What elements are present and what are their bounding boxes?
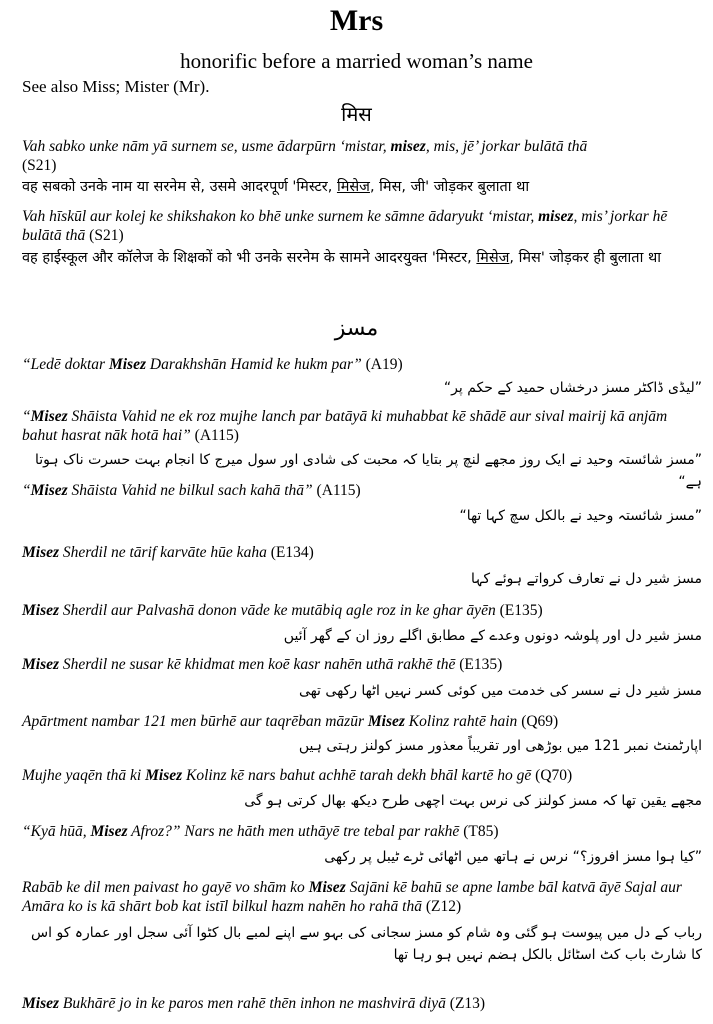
urdu-example-script: ”کیا ہوا مسز افروز؟“ نرس نے ہاتھ میں اٹھائی ٹرے ٹیبل پر رکھی [324,849,702,865]
urdu-example-translit: Misez Sherdil ne susar kē khidmat men koē kasr nahēn uthā rakhē thē (E135) [22,656,503,673]
hindi-example-translit: Vah hīskūl aur kolej ke shikshakon ko bhē unke surnem ke sāmne ādaryukt ‘mistar, misez, mis’ jorkar hē bulātā thā (S21) [22,208,668,244]
hindi-heading: मिस [341,102,372,126]
urdu-example-translit: Mujhe yaqēn thā ki Misez Kolinz kē nars bahut achhē tarah dekh bhāl kartē ho gē (Q70) [22,767,573,784]
urdu-example-translit: Misez Bukhārē jo in ke paros men rahē thēn inhon ne mashvirā diyā (Z13) [22,995,486,1012]
urdu-example-translit: “Misez Shāista Vahid ne ek roz mujhe lanch par batāyā ki muhabbat kē shādē aur sival mairij kā anjām bahut hasrat nāk hotā hai” (A115) [22,408,668,444]
urdu-example-translit: Apārtment nambar 121 men būrhē aur taqrēban māzūr Misez Kolinz rahtē hain (Q69) [22,713,559,730]
urdu-example-script: مسز شیر دل نے تعارف کرواتے ہوئے کہا [470,571,702,587]
urdu-example-translit: “Ledē doktar Misez Darakhshān Hamid ke hukm par” (A19) [22,356,403,373]
urdu-example-script: ”لیڈی ڈاکٹر مسز درخشاں حمید کے حکم پر“ [443,380,702,396]
urdu-example-script: اپارٹمنٹ نمبر 121 میں بوڑھی اور تقریباً معذور مسز کولنز رہتی ہیں [298,738,702,754]
definition: honorific before a married woman’s name [180,49,533,73]
urdu-example-translit: “Kyā hūā, Misez Afroz?” Nars ne hāth men uthāyē tre tebal par rakhē (T85) [22,823,499,840]
hindi-example-devanagari: वह हाईस्कूल और कॉलेज के शिक्षकों को भी उनके सरनेम के सामने आदरयुक्त 'मिस्टर, मिसेज, मिस' जोड़कर ही बुलाता था [22,250,661,266]
urdu-example-translit: Rabāb ke dil men paivast ho gayē vo shām ko Misez Sajāni kē bahū se apne lambe bāl katvā āyē Sajal aur Amāra ko is kā shārt bob kat istīl bilkul hazm nahēn ho rahā thā (Z12) [22,879,682,915]
see-also: See also Miss; Mister (Mr). [22,77,210,96]
urdu-example-script: ”مسز شائستہ وحید نے ایک روز مجھے لنچ پر بتایا کہ محبت کی شادی اور سول میرج کا انجام بہت حسرت ناک ہوتا ہے“ [34,452,702,490]
headword: Mrs [329,4,384,37]
hindi-example-translit: Vah sabko unke nām yā surnem se, usme ādarpūrn ‘mistar, misez, mis, jē’ jorkar bulātā thā (S21) [22,138,588,174]
urdu-example-script: ”مسز شائستہ وحید نے بالکل سچ کہا تھا“ [459,508,702,524]
urdu-example-script: رباب کے دل میں پیوست ہو گئی وہ شام کو مسز سجانی کی بہو سے اپنے لمبے بال کٹوا آئی سجل اور عمارہ کو اس کا شارٹ باب کٹ اسٹائل بالکل ہضم نہیں ہو رہا تھا [31,925,702,963]
urdu-example-translit: Misez Sherdil ne tārif karvāte hūe kaha (E134) [22,544,314,561]
urdu-example-script: مسز شیر دل اور پلوشہ دونوں وعدے کے مطابق اگلے روز ان کے گھر آئیں [283,628,702,644]
urdu-example-script: مسز شیر دل نے سسر کی خدمت میں کوئی کسر نہیں اٹھا رکھی تھی [298,683,702,699]
hindi-example-devanagari: वह सबको उनके नाम या सरनेम से, उसमे आदरपूर्ण 'मिस्टर, मिसेज, मिस, जी' जोड़कर बुलाता था [22,179,530,195]
urdu-example-script: مجھے یقین تھا کہ مسز کولنز کی نرس بہت اچھی طرح دیکھ بھال کرتی ہو گی [244,793,702,809]
urdu-example-translit: “Misez Shāista Vahid ne bilkul sach kahā thā” (A115) [22,482,361,499]
urdu-heading: مسز [334,316,379,341]
urdu-example-translit: Misez Sherdil aur Palvashā donon vāde ke mutābiq agle roz in ke ghar āyēn (E135) [22,602,543,619]
